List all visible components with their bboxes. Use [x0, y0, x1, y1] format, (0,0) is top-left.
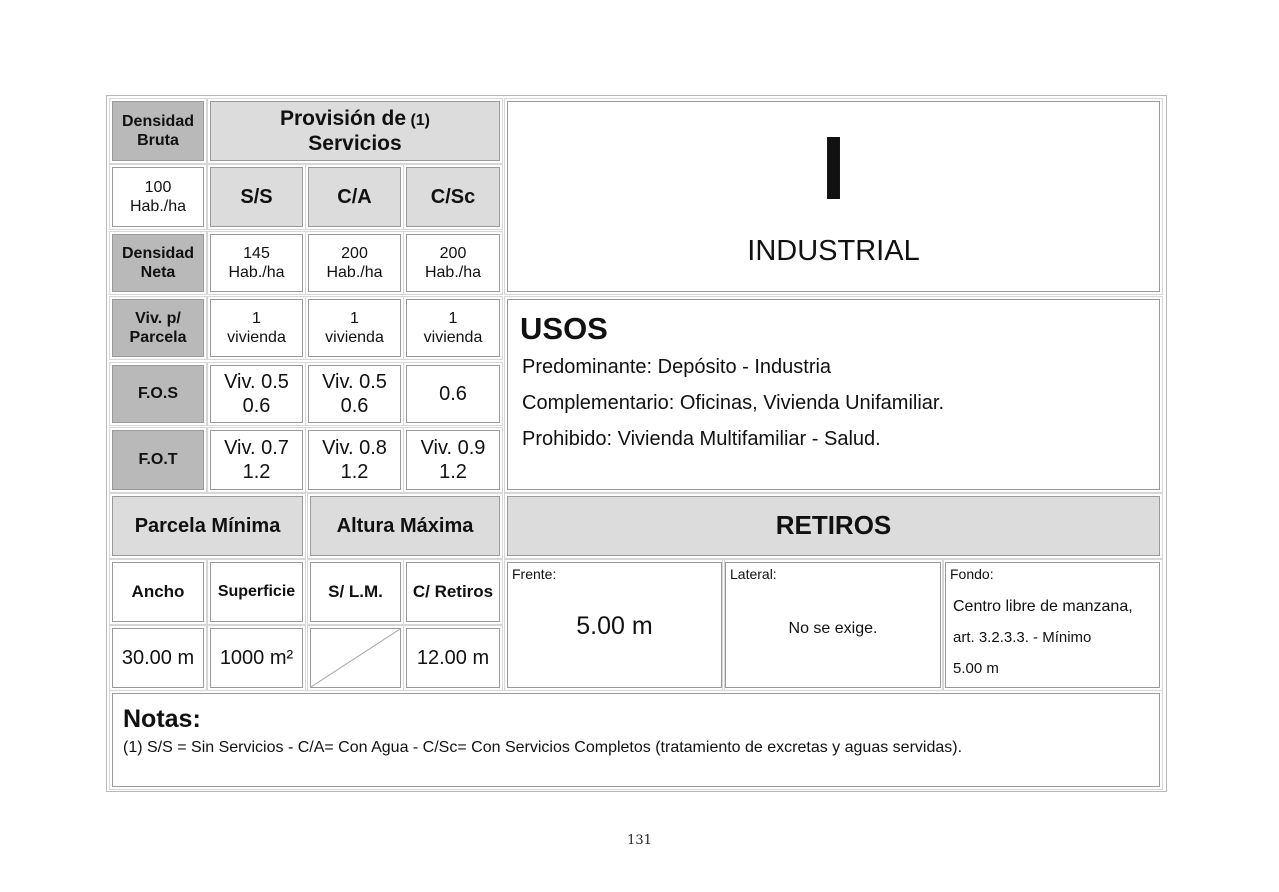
retiro-frente [507, 562, 722, 688]
altura-retiros-value: 12.00 m [406, 628, 500, 688]
row-label-fot: F.O.T [112, 430, 204, 490]
zone-block [507, 101, 1160, 292]
viv-parcela-csc: 1 vivienda [406, 299, 500, 357]
retiro-fondo [945, 562, 1160, 688]
usos-block [507, 299, 1160, 490]
parcela-superficie-value: 1000 m² [210, 628, 303, 688]
page-number: 131 [627, 833, 652, 848]
provision-note: (1) [410, 111, 431, 129]
diagonal-strike [311, 629, 400, 687]
notas-text: (1) S/S = Sin Servicios - C/A= Con Agua - C/Sc= Con Servicios Completos (tratamiento de excretas y aguas servidas). [123, 739, 963, 756]
viv-parcela-ss: 1 vivienda [210, 299, 303, 357]
usos-predominante: Predominante: Depósito - Industria [522, 356, 832, 379]
notas-title: Notas: [123, 705, 201, 733]
viv-parcela-ca: 1 vivienda [308, 299, 401, 357]
provision-servicios-header [210, 101, 500, 161]
fot-ca: Viv. 0.8 1.2 [308, 430, 401, 490]
col-header-ca: C/A [308, 167, 401, 227]
parcela-minima-title: Parcela Mínima [112, 496, 303, 556]
fot-ss: Viv. 0.7 1.2 [210, 430, 303, 490]
densidad-bruta-label: Densidad Bruta [112, 101, 204, 161]
altura-lm-label: S/ L.M. [310, 562, 401, 622]
retiro-lateral [725, 562, 941, 688]
zone-name: INDUSTRIAL [747, 235, 920, 268]
zone-letter: I [820, 119, 846, 220]
col-header-ss: S/S [210, 167, 303, 227]
fondo-line-2: art. 3.2.3.3. - Mínimo [953, 628, 1092, 646]
usos-complementario: Complementario: Oficinas, Vivienda Unifamiliar. [522, 392, 945, 415]
altura-maxima-title: Altura Máxima [310, 496, 500, 556]
notas-block [112, 693, 1160, 787]
fondo-label: Fondo: [950, 566, 994, 582]
parcela-ancho-value: 30.00 m [112, 628, 204, 688]
densidad-neta-csc: 200 Hab./ha [406, 234, 500, 292]
provision-title: Provisión de [279, 106, 406, 130]
frente-value: 5.00 m [576, 611, 653, 640]
fot-csc: Viv. 0.9 1.2 [406, 430, 500, 490]
lateral-value: No se exige. [788, 619, 878, 637]
retiros-title: RETIROS [507, 496, 1160, 556]
densidad-neta-ca: 200 Hab./ha [308, 234, 401, 292]
densidad-bruta-value: 100 Hab./ha [112, 167, 204, 227]
parcela-superficie-label: Superficie [210, 562, 303, 622]
row-label-fos: F.O.S [112, 365, 204, 423]
fondo-line-1: Centro libre de manzana, [953, 597, 1133, 615]
altura-lm-empty [310, 628, 401, 688]
parcela-ancho-label: Ancho [112, 562, 204, 622]
row-label-densidad-neta: Densidad Neta [112, 234, 204, 292]
usos-prohibido: Prohibido: Vivienda Multifamiliar - Salud. [522, 428, 881, 451]
altura-retiros-label: C/ Retiros [406, 562, 500, 622]
fos-csc: 0.6 [406, 365, 500, 423]
fondo-line-3: 5.00 m [953, 659, 999, 677]
provision-subtitle: Servicios [308, 132, 402, 155]
fos-ca: Viv. 0.5 0.6 [308, 365, 401, 423]
usos-title: USOS [520, 311, 608, 346]
col-header-csc: C/Sc [406, 167, 500, 227]
lateral-label: Lateral: [730, 566, 777, 582]
densidad-neta-ss: 145 Hab./ha [210, 234, 303, 292]
row-label-viv-parcela: Viv. p/ Parcela [112, 299, 204, 357]
fos-ss: Viv. 0.5 0.6 [210, 365, 303, 423]
frente-label: Frente: [512, 566, 557, 582]
